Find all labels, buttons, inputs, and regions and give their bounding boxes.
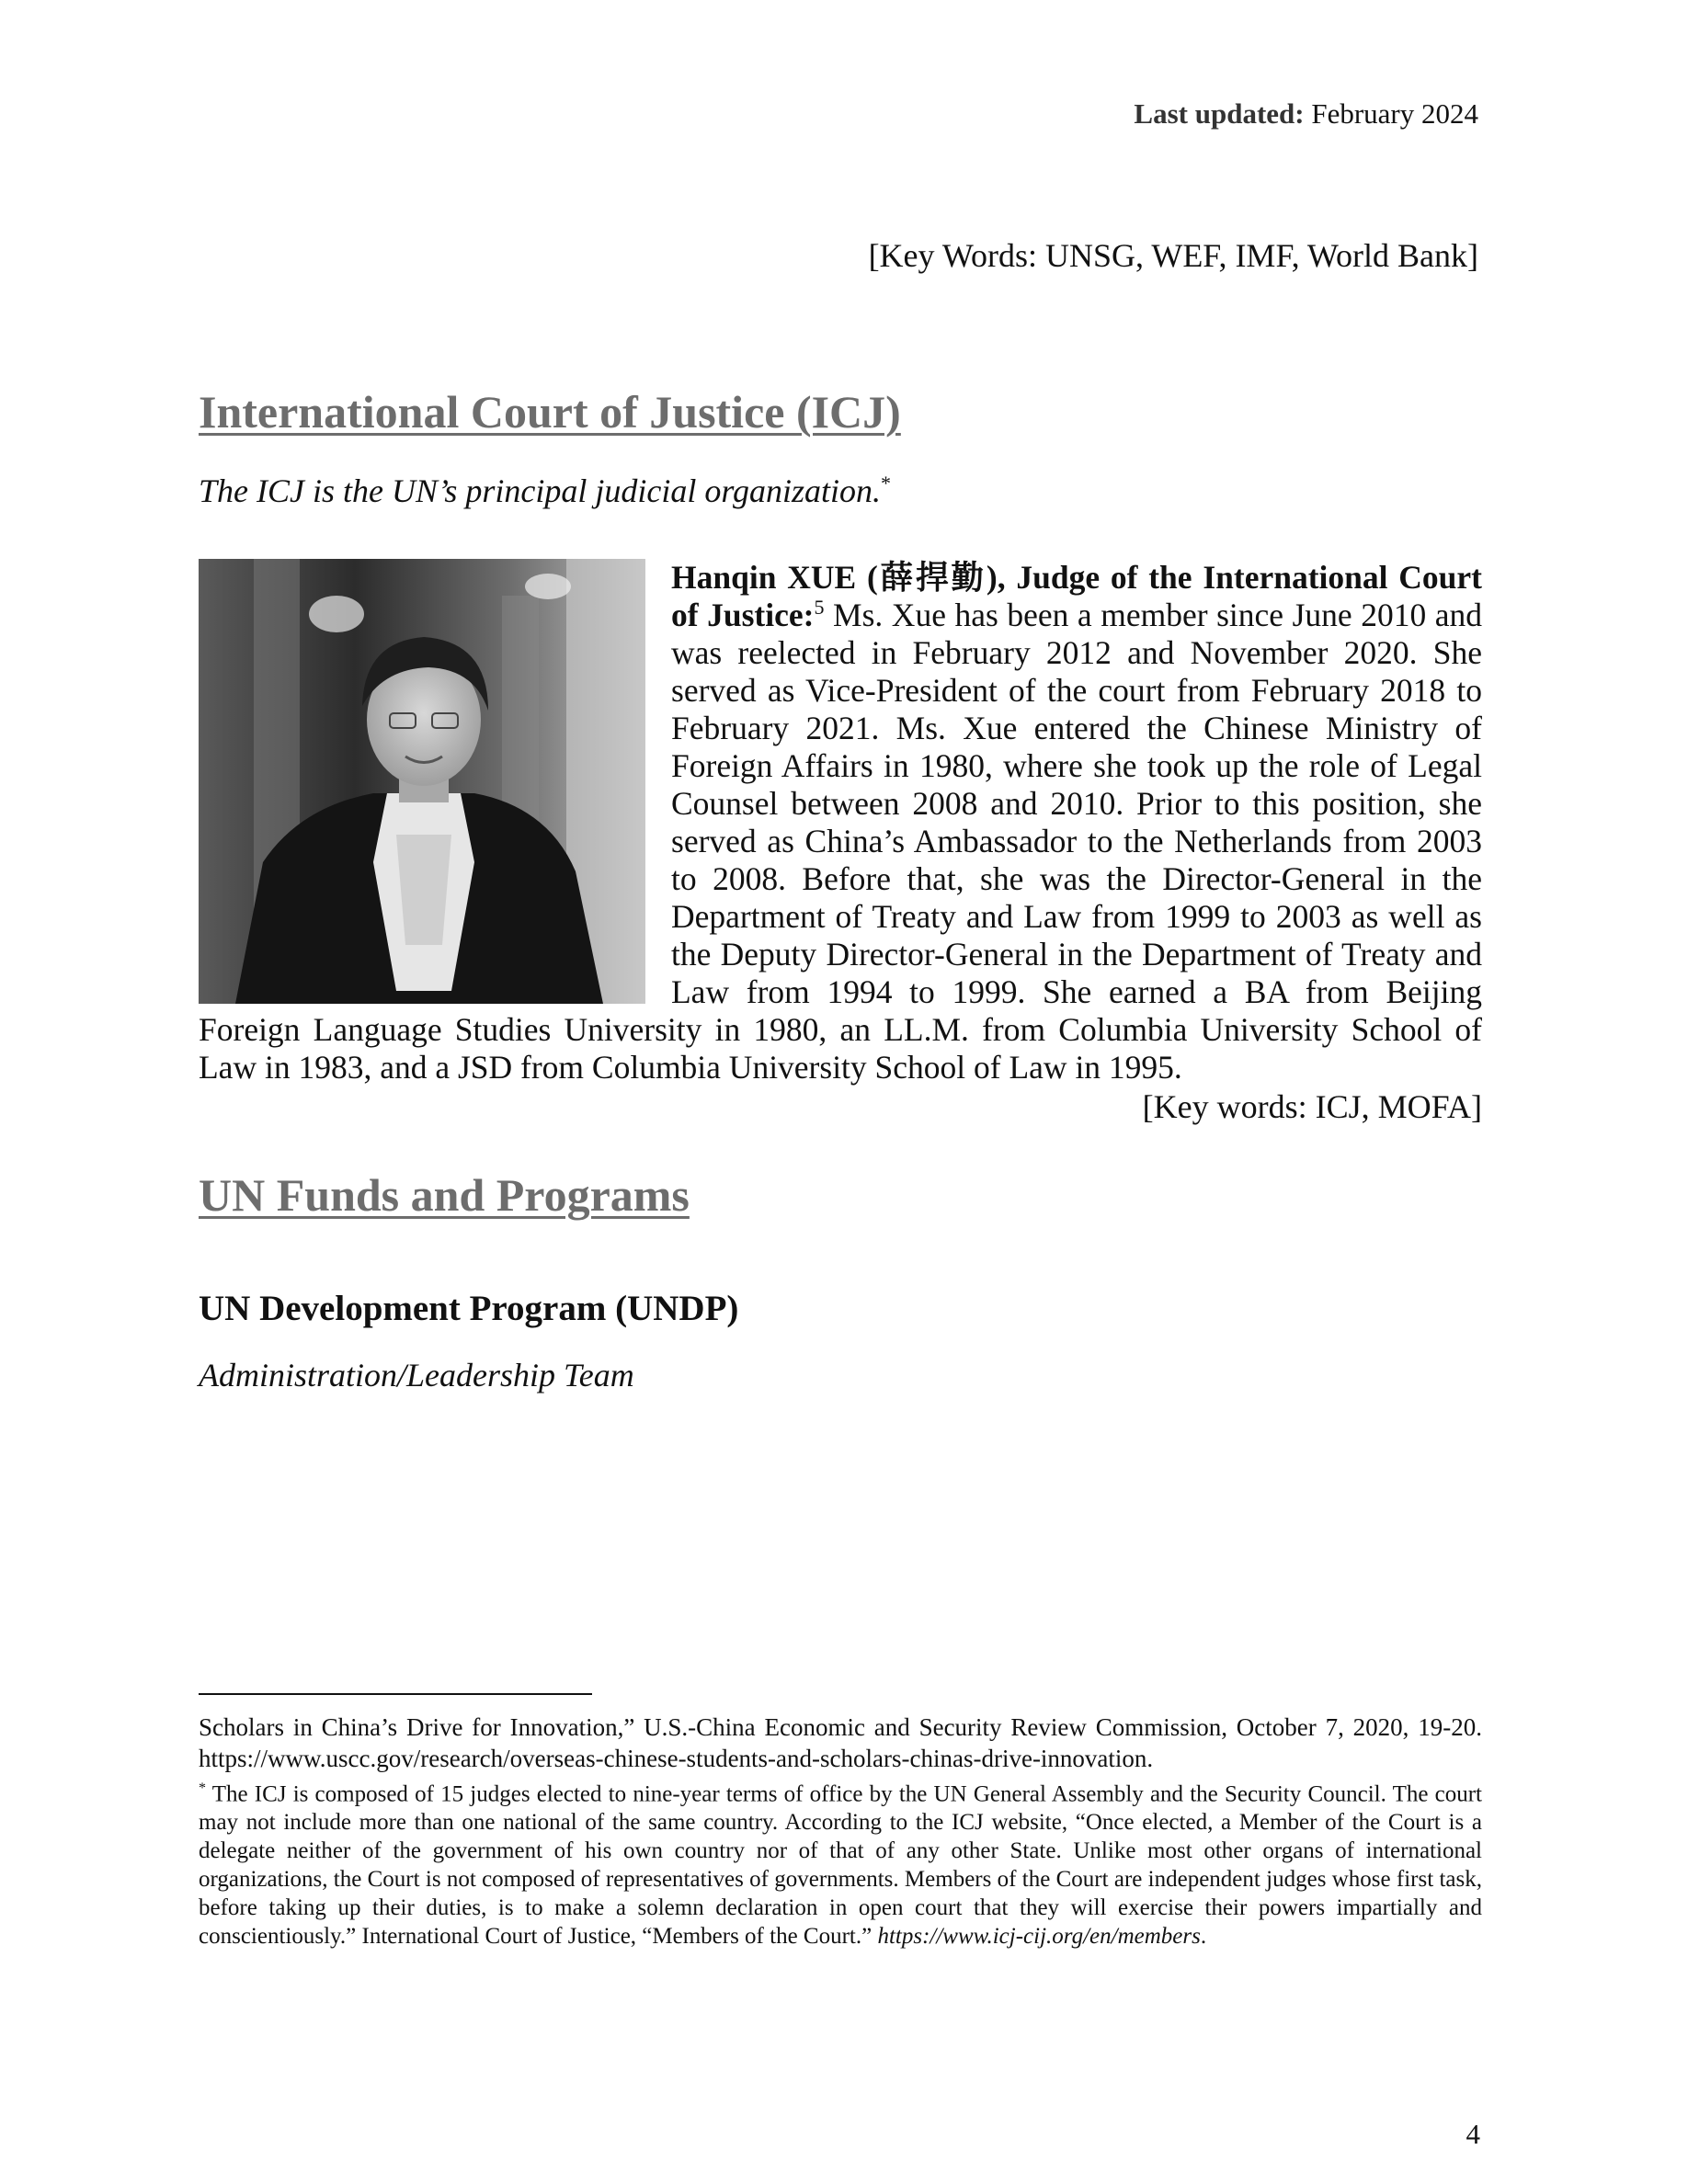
undp-heading: UN Development Program (UNDP) bbox=[199, 1289, 739, 1328]
bio-name-title: Hanqin XUE (薛捍勤), Judge of the International Court of Justice: bbox=[671, 559, 1482, 633]
page-number: 4 bbox=[1466, 2118, 1480, 2150]
last-updated bbox=[1134, 96, 1478, 132]
footnote-star-marker: * bbox=[199, 1780, 206, 1796]
footnotes bbox=[199, 1712, 1482, 1951]
icj-intro bbox=[199, 463, 891, 511]
page-keywords: [Key Words: UNSG, WEF, IMF, World Bank] bbox=[868, 237, 1478, 274]
last-updated-value: February 2024 bbox=[1304, 97, 1478, 130]
bio-keywords: [Key words: ICJ, MOFA] bbox=[1142, 1088, 1482, 1125]
funds-section-heading: UN Funds and Programs bbox=[199, 1169, 690, 1221]
footnote-star bbox=[199, 1774, 1482, 1951]
bio-footnote-ref: 5 bbox=[814, 596, 825, 620]
bio-entry-hanqin-xue bbox=[199, 559, 1482, 1127]
icj-intro-footnote-marker: * bbox=[881, 472, 892, 495]
icj-section-heading: International Court of Justice (ICJ) bbox=[199, 386, 901, 438]
bio-text: Ms. Xue has been a member since June 2010 and was reelected in February 2012 and November 2020. She served as Vice-President of the court from February 2018 to February 2021. Ms. Xue entered the Chinese Ministry of Foreign Affairs in 1980, where she took up the role of Legal Counsel between 2008 and 2010. Prior to this position, she served as China’s Ambassador to the Netherlands from 2003 to 2008. Before that, she was the Director-General in the Department of Treaty and Law from 1999 to 2003 as well as the Deputy Director-General in the Department of Treaty and Law from 1994 to 1999. She earned a BA from Beijing Foreign Language Studies University in 1980, an LL.M. from Columbia University School of Law in 1983, and a JSD from Columbia University School of Law in 1995. bbox=[199, 597, 1482, 1086]
undp-subheading: Administration/Leadership Team bbox=[199, 1357, 634, 1393]
footnote-separator bbox=[199, 1693, 592, 1695]
portrait-photo bbox=[199, 559, 645, 1004]
icj-intro-text: The ICJ is the UN’s principal judicial organization. bbox=[199, 472, 882, 509]
last-updated-label: Last updated: bbox=[1134, 97, 1305, 130]
footnote-star-link[interactable]: https://www.icj-cij.org/en/members bbox=[877, 1924, 1201, 1950]
footnote-continued: Scholars in China’s Drive for Innovation,” U.S.-China Economic and Security Review Commission, October 7, 2020, 19-20. https://www.uscc.gov/research/overseas-chinese-students-and-scholars-chinas-drive-innovation. bbox=[199, 1713, 1482, 1772]
footnote-star-text: The ICJ is composed of 15 judges elected to nine-year terms of office by the UN General Assembly and the Security Council. The court may not include more than one national of the same country. According to the ICJ website, “Once elected, a Member of the Court is a delegate neither of the government of his own country nor of that of any other State. Unlike most other organs of international organizations, the Court is not composed of representatives of governments. Members of the Court are independent judges whose first task, before taking up their duties, is to make a solemn declaration in open court that they will exercise their powers impartially and conscientiously.” International Court of Justice, “Members of the Court.” bbox=[199, 1781, 1482, 1950]
footnote-star-end: . bbox=[1200, 1924, 1207, 1950]
